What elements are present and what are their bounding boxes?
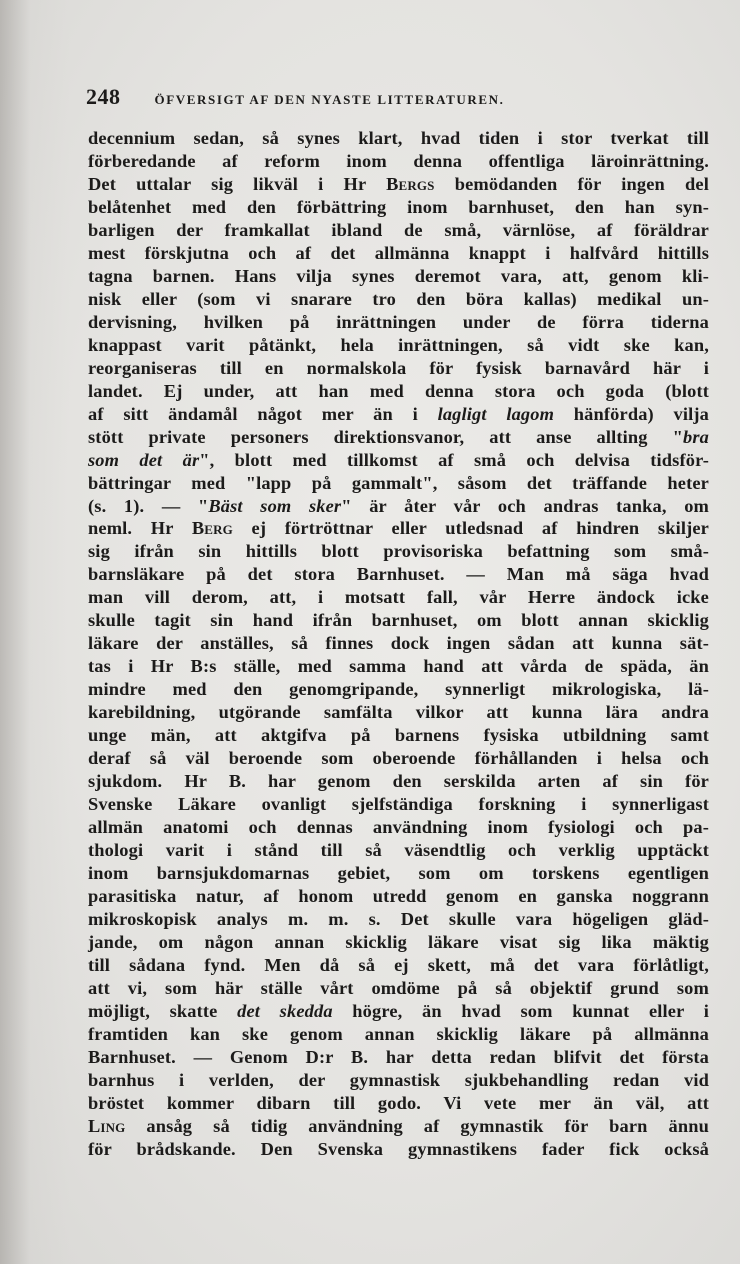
text-line bbox=[88, 632, 709, 655]
text-line bbox=[88, 265, 709, 288]
small-caps-name: Bergs bbox=[386, 173, 435, 194]
text-line bbox=[88, 977, 709, 1000]
small-caps-name: Ling bbox=[88, 1115, 126, 1136]
text-segment: ", blott med tillkomst af små och delvisa tidsför- bbox=[199, 449, 709, 470]
text-line bbox=[88, 380, 709, 403]
text-line bbox=[88, 196, 709, 219]
text-segment: sig ifrån sin hittills blott provisoriska befattning som små- bbox=[88, 541, 709, 562]
text-line bbox=[88, 793, 709, 816]
text-segment: mest förskjutna och af det allmänna knappt i halfvård hittills bbox=[88, 242, 709, 263]
text-segment: jande, om någon annan skicklig läkare visat sig lika mäktig bbox=[88, 931, 709, 952]
text-line bbox=[88, 288, 709, 311]
text-segment: reorganiseras till en normalskola för fysisk barnavård här i bbox=[88, 357, 709, 378]
text-line bbox=[88, 839, 709, 862]
text-segment: landet. Ej under, att han med denna stora och goda (blott bbox=[88, 380, 709, 401]
text-line bbox=[88, 403, 709, 426]
text-line bbox=[88, 127, 709, 150]
text-segment: deraf så väl beroende som oberoende förhållanden i helsa och bbox=[88, 748, 709, 769]
text-segment: unge män, att aktgifva på barnens fysiska utbildning samt bbox=[88, 725, 709, 746]
text-segment: belåtenhet med den förbättring inom barnhuset, den han syn- bbox=[88, 196, 709, 217]
text-segment: allmän anatomi och dennas användning inom fysiologi och pa- bbox=[88, 817, 709, 838]
text-line bbox=[88, 242, 709, 265]
text-segment: stött private personers direktionsvanor, att anse allting " bbox=[88, 426, 683, 447]
italic-text: bra bbox=[683, 426, 709, 447]
text-line bbox=[88, 334, 709, 357]
text-segment: framtiden kan ske genom annan skicklig läkare på allmänna bbox=[88, 1023, 709, 1044]
text-line bbox=[88, 449, 709, 472]
text-segment: ej förtröttnar eller utledsnad af hindren skiljer bbox=[232, 518, 709, 539]
text-segment: ansåg så tidig användning af gymnastik för barn ännu bbox=[125, 1115, 709, 1136]
text-segment: barnsläkare på det stora Barnhuset. — Man må säga hvad bbox=[88, 564, 709, 585]
running-header bbox=[86, 84, 606, 114]
text-segment: bättringar med "lapp på gammalt", såsom det träffande heter bbox=[88, 472, 709, 493]
text-line bbox=[88, 885, 709, 908]
text-segment: barnhus i verlden, der gymnastisk sjukbehandling redan vid bbox=[88, 1069, 709, 1090]
text-line bbox=[88, 1069, 709, 1092]
text-line bbox=[88, 747, 709, 770]
text-line bbox=[88, 357, 709, 380]
text-segment: inom barnsjukdomarnas gebiet, som om torskens egentligen bbox=[88, 863, 709, 883]
text-segment: möjligt, skatte bbox=[88, 1000, 238, 1021]
text-line bbox=[88, 586, 709, 609]
text-segment: tas i Hr B:s ställe, med samma hand att vårda de späda, än bbox=[88, 656, 709, 677]
text-segment: mindre med den genomgripande, synnerligt mikrologiska, lä- bbox=[88, 679, 709, 700]
italic-text: Bäst som sker bbox=[208, 495, 342, 516]
text-line bbox=[88, 495, 709, 518]
running-title: ÖFVERSIGT AF DEN NYASTE LITTERATUREN. bbox=[154, 92, 505, 107]
text-segment: mikroskopisk analys m. m. s. Det skulle vara högeligen gläd- bbox=[88, 908, 709, 929]
text-segment: Barnhuset. — Genom D:r B. har detta redan blifvit det första bbox=[88, 1046, 709, 1067]
text-segment: till sådana fynd. Men då så ej skett, må det vara förlåtligt, bbox=[88, 954, 709, 975]
text-segment: dervisning, hvilken på inrättningen under de förra tiderna bbox=[88, 311, 709, 332]
text-segment: barligen der framkallat ibland de små, värnlöse, af föräldrar bbox=[88, 219, 709, 240]
text-segment: karebildning, utgörande samfälta vilkor att kunna lära andra bbox=[88, 702, 709, 723]
text-line bbox=[88, 1115, 709, 1138]
text-line bbox=[88, 908, 709, 931]
text-segment: bemödanden för ingen del bbox=[434, 173, 709, 194]
text-line bbox=[88, 954, 709, 977]
text-line bbox=[88, 563, 709, 586]
text-line bbox=[88, 701, 709, 724]
text-segment: af sitt ändamål något mer än i bbox=[88, 403, 438, 424]
italic-text: lagligt lagom bbox=[437, 403, 555, 424]
italic-text: som det är bbox=[88, 449, 200, 470]
text-line bbox=[88, 862, 709, 885]
text-segment: skulle tagit sin hand ifrån barnhuset, om blott annan skicklig bbox=[88, 610, 709, 631]
text-line bbox=[88, 678, 709, 701]
text-line bbox=[88, 770, 709, 793]
text-segment: thologi varit i stånd till så väsendtlig och verklig upptäckt bbox=[88, 840, 709, 861]
text-segment: sjukdom. Hr B. har genom den serskilda arten af sin för bbox=[88, 771, 709, 792]
text-line bbox=[88, 655, 709, 678]
text-line bbox=[88, 1138, 709, 1161]
small-caps-name: Berg bbox=[191, 518, 233, 539]
text-segment: förberedande af reform inom denna offentliga läroinrättning. bbox=[88, 150, 709, 171]
text-segment: nisk eller (som vi snarare tro den böra kallas) medikal un- bbox=[88, 288, 709, 309]
text-line bbox=[88, 219, 709, 242]
text-segment: man vill derom, att, i motsatt fall, vår Herre ändock icke bbox=[88, 587, 709, 608]
text-line bbox=[88, 1023, 709, 1046]
text-segment: högre, än hvad som kunnat eller i bbox=[332, 1000, 709, 1021]
text-line bbox=[88, 311, 709, 334]
text-segment: att vi, som här ställe vårt omdöme på så objektif grund som bbox=[88, 977, 709, 998]
text-segment: knappast varit påtänkt, hela inrättningen, så vidt ske kan, bbox=[88, 334, 709, 355]
text-segment: Svenske Läkare ovanligt sjelfständiga forskning i synnerligast bbox=[88, 794, 709, 815]
text-line bbox=[88, 1046, 709, 1069]
text-line bbox=[88, 173, 709, 196]
text-segment: Det uttalar sig likväl i Hr bbox=[88, 173, 387, 194]
text-line bbox=[88, 724, 709, 747]
text-segment: (s. 1). — " bbox=[88, 495, 209, 516]
text-line bbox=[88, 517, 709, 540]
text-segment: " är åter vår och andras tanka, om bbox=[341, 495, 710, 516]
text-line bbox=[88, 426, 709, 449]
text-line bbox=[88, 931, 709, 954]
text-segment: för brådskande. Den Svenska gymnastikens fader fick också bbox=[88, 1138, 709, 1159]
italic-text: det skedda bbox=[237, 1000, 333, 1021]
text-line bbox=[88, 150, 709, 173]
text-line bbox=[88, 472, 709, 495]
text-line bbox=[88, 1000, 709, 1023]
body-text bbox=[88, 127, 709, 1161]
text-line bbox=[88, 540, 709, 563]
text-segment: bröstet kommer dibarn till godo. Vi vete mer än väl, att bbox=[88, 1092, 709, 1113]
text-line bbox=[88, 1092, 709, 1115]
text-segment: hänförda) vilja bbox=[554, 403, 709, 424]
page-number: 248 bbox=[86, 84, 121, 109]
text-segment: neml. Hr bbox=[88, 518, 192, 539]
text-segment: parasitiska natur, af honom utredd genom en ganska noggrann bbox=[88, 885, 709, 906]
text-line bbox=[88, 816, 709, 839]
text-segment: läkare der anställes, så finnes dock ingen sådan att kunna sät- bbox=[88, 633, 709, 654]
text-line bbox=[88, 609, 709, 632]
text-segment: decennium sedan, så synes klart, hvad tiden i stor tverkat till bbox=[88, 128, 709, 148]
text-segment: tagna barnen. Hans vilja synes deremot vara, att, genom kli- bbox=[88, 265, 709, 286]
